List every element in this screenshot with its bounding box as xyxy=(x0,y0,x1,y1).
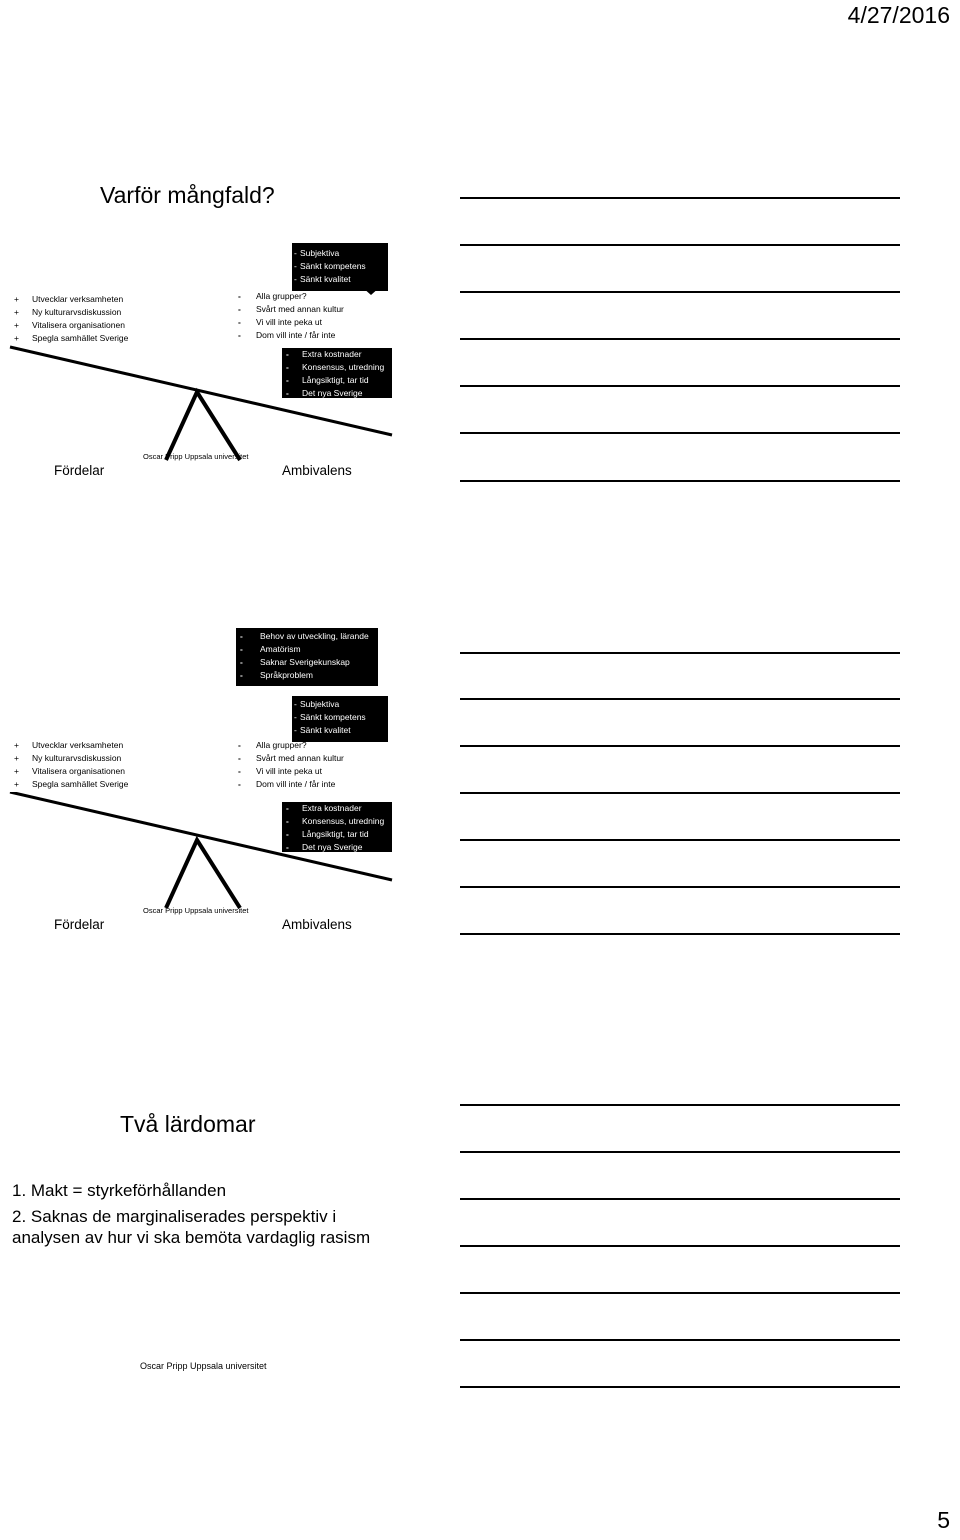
note-line xyxy=(460,1151,900,1153)
label-fordelar: Fördelar xyxy=(54,463,105,478)
objections-list xyxy=(236,290,346,342)
quality-bubble xyxy=(292,696,388,742)
pros-item: + Vitalisera organisationen xyxy=(12,765,128,778)
objection-item: - Svårt med annan kultur xyxy=(236,304,346,314)
cost-item: - Det nya Sverige xyxy=(282,387,392,400)
lessons-list xyxy=(12,1180,402,1253)
cost-item: - Det nya Sverige xyxy=(282,841,392,854)
cost-item: - Extra kostnader xyxy=(282,348,392,361)
note-line xyxy=(460,338,900,340)
page-number: 5 xyxy=(937,1507,950,1533)
quality-item: - Sänkt kvalitet xyxy=(292,724,388,737)
objection-item: - Vi vill inte peka ut xyxy=(236,765,346,778)
pros-item: + Ny kulturarvsdiskussion xyxy=(12,752,128,765)
note-line xyxy=(460,886,900,888)
lesson-item: 2. Saknas de marginaliserades perspektiv i analysen av hur vi ska bemöta vardaglig rasism xyxy=(12,1207,371,1247)
note-line xyxy=(460,1339,900,1341)
pros-item: + Ny kulturarvsdiskussion xyxy=(12,306,128,319)
quality-item: - Subjektiva xyxy=(292,247,388,260)
slide-caption: Oscar Pripp Uppsala universitet xyxy=(143,452,249,461)
note-line xyxy=(460,1386,900,1388)
cost-item: - Långsiktigt, tar tid xyxy=(282,828,392,841)
label-fordelar: Fördelar xyxy=(54,917,105,932)
note-line xyxy=(460,1245,900,1247)
slide-title: Två lärdomar xyxy=(120,1111,256,1137)
cost-item: - Konsensus, utredning xyxy=(282,361,392,374)
development-item: - Behov av utveckling, lärande xyxy=(236,630,378,643)
development-item: - Språkproblem xyxy=(236,669,378,682)
note-line xyxy=(460,792,900,794)
cost-item: - Långsiktigt, tar tid xyxy=(282,374,392,387)
pros-list xyxy=(12,293,128,345)
slide-caption: Oscar Pripp Uppsala universitet xyxy=(143,906,249,915)
note-line xyxy=(460,244,900,246)
label-ambivalens: Ambivalens xyxy=(282,917,352,932)
cost-item: - Konsensus, utredning xyxy=(282,815,392,828)
development-item: - Saknar Sverigekunskap xyxy=(236,656,378,669)
note-line xyxy=(460,839,900,841)
objection-item: - Dom vill inte / får inte xyxy=(236,778,346,791)
cost-item: - Extra kostnader xyxy=(282,802,392,815)
lesson-item: 1. Makt = styrkeförhållanden xyxy=(12,1181,227,1200)
note-line xyxy=(460,745,900,747)
note-line xyxy=(460,432,900,434)
note-line xyxy=(460,385,900,387)
objection-item: - Vi vill inte peka ut xyxy=(236,316,346,329)
pros-item: + Spegla samhället Sverige xyxy=(12,778,128,791)
print-date: 4/27/2016 xyxy=(847,2,950,28)
quality-item: - Sänkt kompetens xyxy=(292,260,388,273)
note-line xyxy=(460,652,900,654)
pros-item: + Utvecklar verksamheten xyxy=(12,293,128,306)
quality-item: - Subjektiva xyxy=(292,698,388,711)
note-line xyxy=(460,1292,900,1294)
note-line xyxy=(460,1198,900,1200)
development-item: - Amatörism xyxy=(236,643,378,656)
quality-bubble xyxy=(292,243,388,291)
note-line xyxy=(460,197,900,199)
objection-item: - Alla grupper? xyxy=(236,290,346,303)
slide-title: Varför mångfald? xyxy=(100,182,275,208)
pros-item: + Spegla samhället Sverige xyxy=(12,332,128,345)
label-ambivalens: Ambivalens xyxy=(282,463,352,478)
seesaw-icon xyxy=(0,792,440,922)
pros-item: + Vitalisera organisationen xyxy=(12,319,128,332)
note-line xyxy=(460,933,900,935)
objection-item: - Svårt med annan kultur xyxy=(236,753,346,763)
slide-caption: Oscar Pripp Uppsala universitet xyxy=(140,1361,267,1371)
pros-item: + Utvecklar verksamheten xyxy=(12,739,128,752)
objection-item: - Dom vill inte / får inte xyxy=(236,329,346,342)
objections-list xyxy=(236,739,346,791)
development-bubble xyxy=(236,628,378,686)
quality-item: - Sänkt kvalitet xyxy=(292,273,388,286)
bubble-tail xyxy=(362,287,380,295)
quality-item: - Sänkt kompetens xyxy=(292,711,388,724)
note-line xyxy=(460,480,900,482)
pros-list xyxy=(12,739,128,791)
note-line xyxy=(460,291,900,293)
note-line xyxy=(460,698,900,700)
note-line xyxy=(460,1104,900,1106)
objection-item: - Alla grupper? xyxy=(236,739,346,752)
